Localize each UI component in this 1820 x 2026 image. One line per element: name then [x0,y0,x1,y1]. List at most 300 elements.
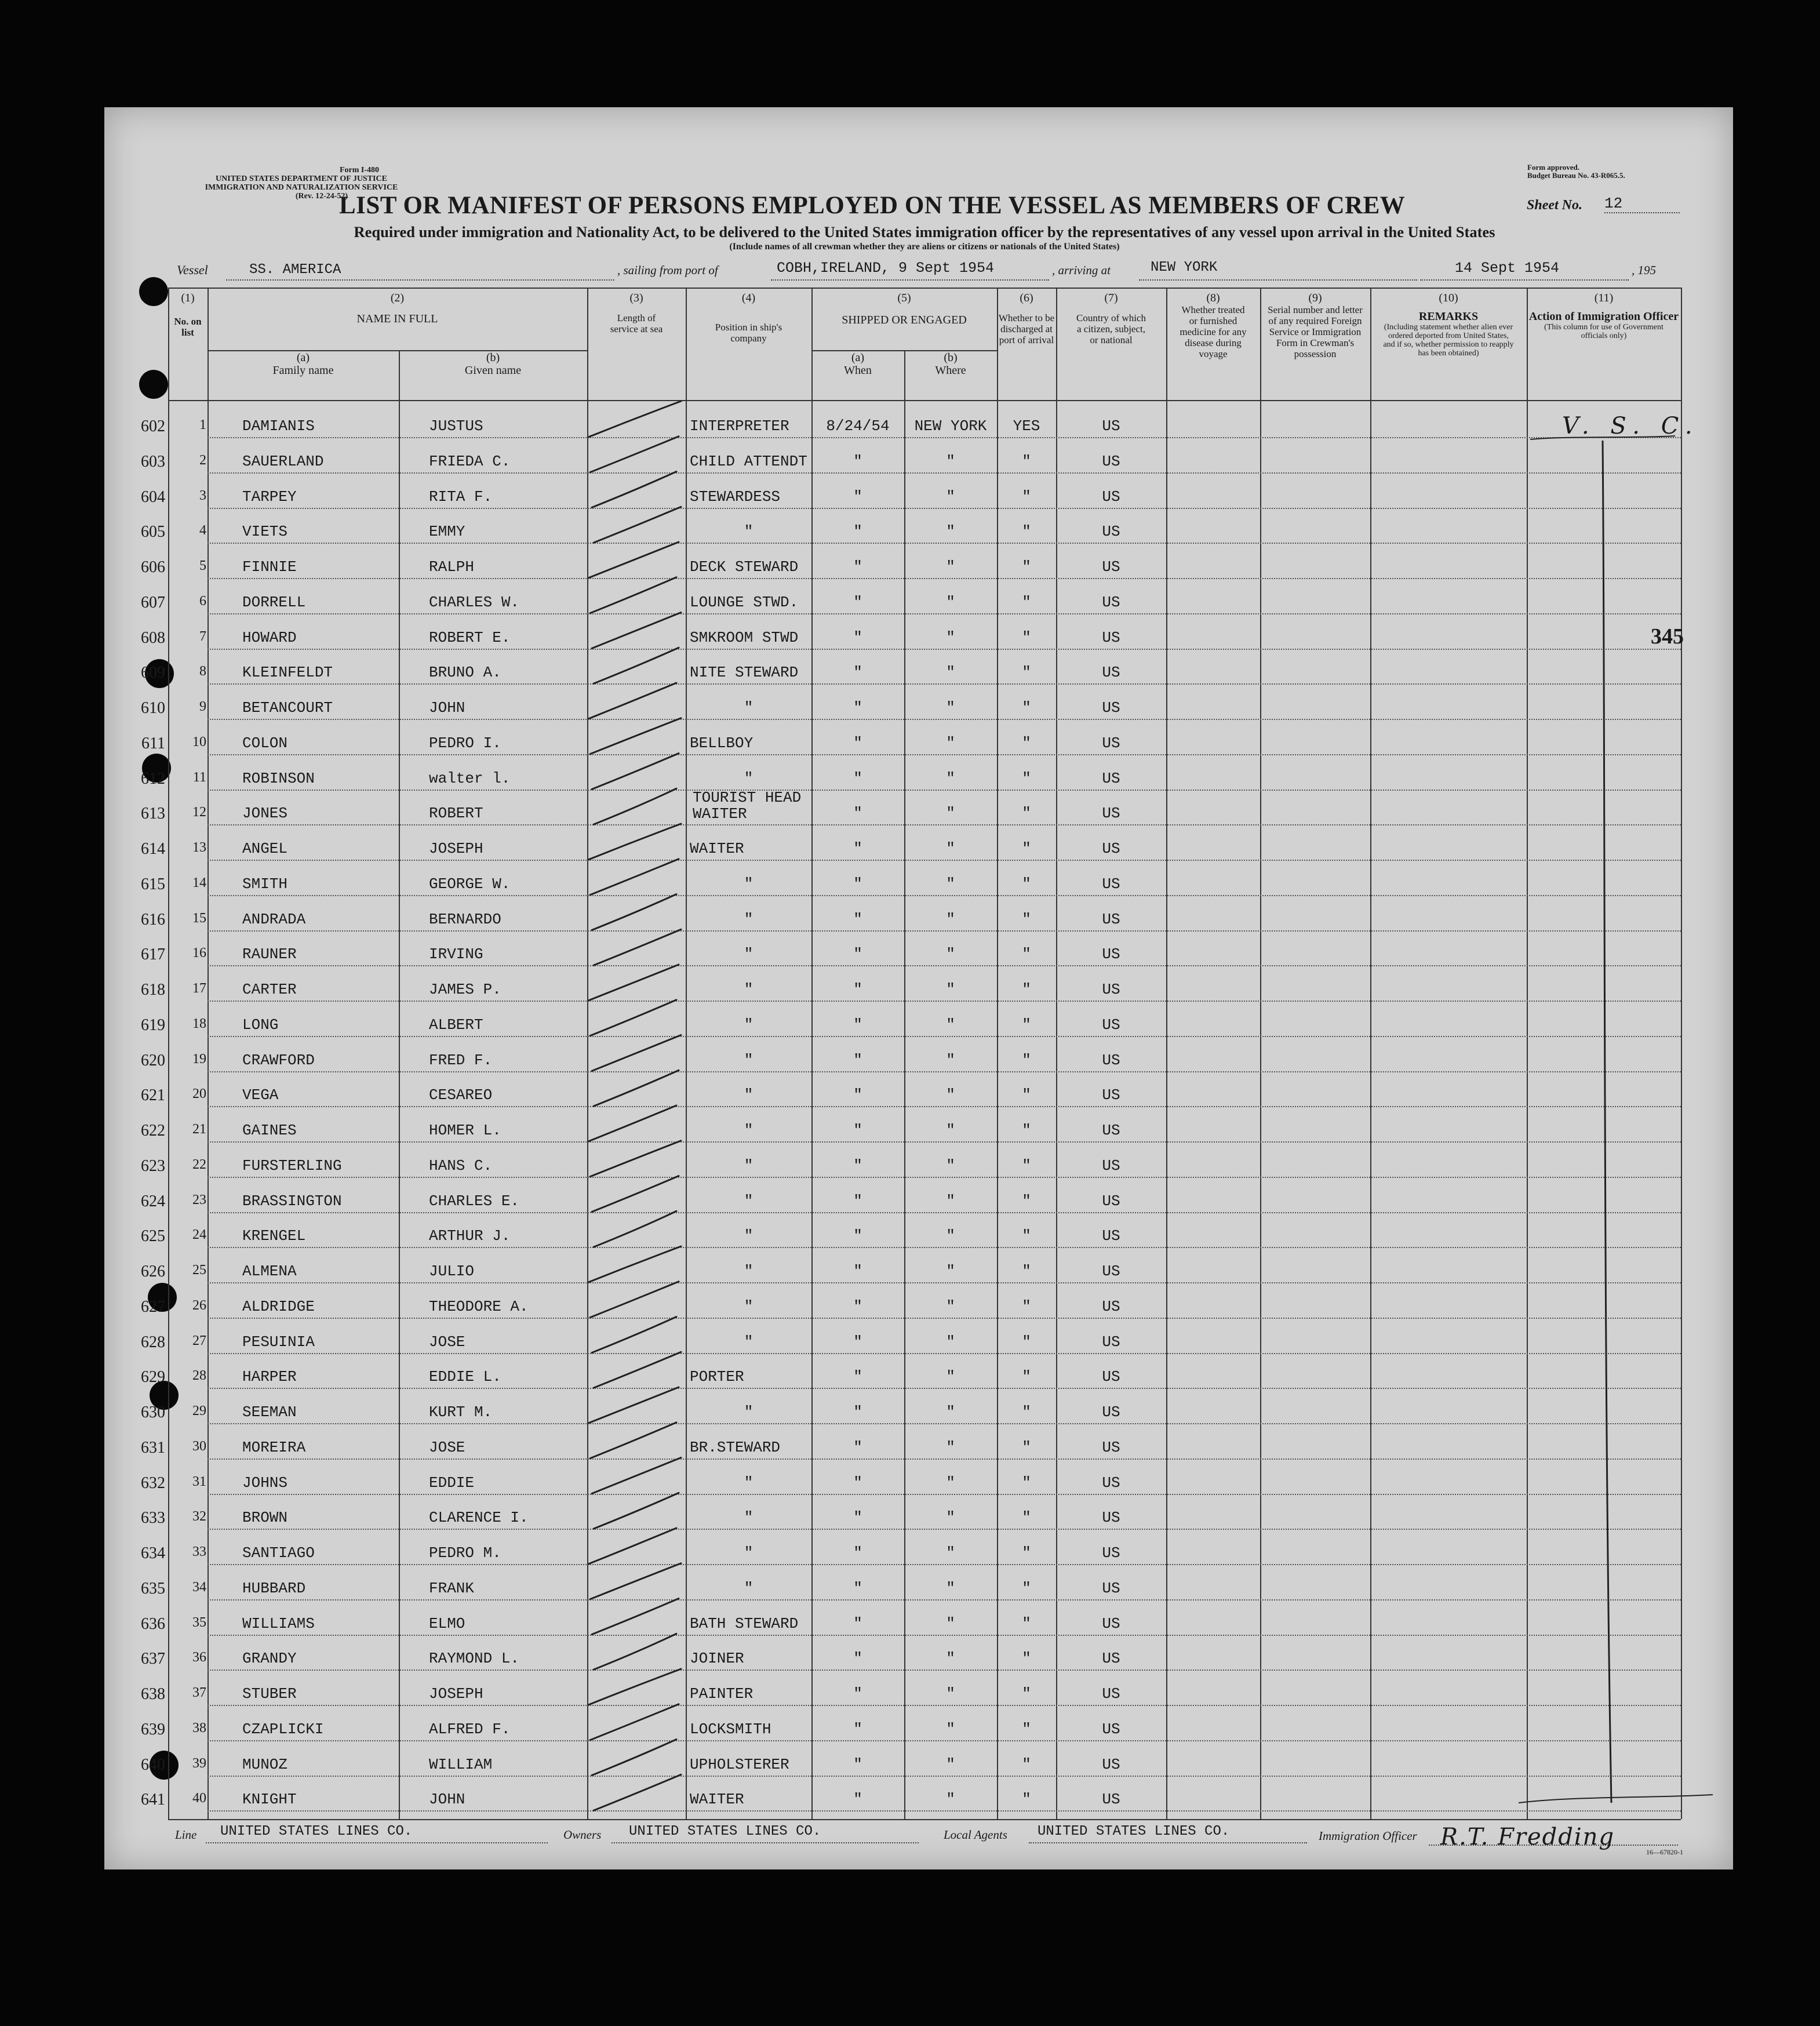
position: " [744,523,754,541]
country: US [1102,417,1120,435]
country: US [1102,523,1120,541]
col3-header: (3) Length of service at sea [610,292,663,334]
shipped-where: " [946,1297,955,1315]
discharged: " [1022,1403,1031,1421]
family-name: HARPER [242,1368,297,1386]
family-name: GRANDY [242,1650,297,1668]
family-name: SAUERLAND [242,452,324,470]
vessel-label: Vessel [177,263,208,277]
country: US [1102,488,1120,505]
country: US [1102,1016,1120,1034]
given-name: GEORGE W. [429,875,511,893]
country: US [1102,734,1120,752]
line-label: Line [175,1828,197,1842]
shipped-when: " [853,523,862,541]
given-name: HOMER L. [429,1122,501,1139]
list-number-handwritten: 635 [141,1579,165,1598]
position: TOURIST HEAD WAITER [693,789,802,823]
given-name: WILLIAM [429,1755,493,1773]
country: US [1102,875,1120,893]
row-number: 39 [192,1755,206,1771]
agents-label: Local Agents [944,1828,1007,1842]
country: US [1102,1086,1120,1104]
given-name: ALBERT [429,1016,483,1034]
service-length-mark [592,1740,676,1776]
row-number: 13 [192,840,206,855]
country: US [1102,1263,1120,1280]
family-name: FINNIE [242,558,297,576]
discharged: " [1022,1614,1031,1632]
col4-header: (4) Position in ship's company [715,292,782,344]
row-number: 26 [192,1297,206,1313]
page-title: LIST OR MANIFEST OF PERSONS EMPLOYED ON THE VESSEL AS MEMBERS OF CREW [339,192,1406,219]
given-name: THEODORE A. [429,1297,529,1315]
service-length-mark [594,1774,681,1810]
row-number: 23 [192,1192,206,1207]
col8-header: (8) Whether treated or furnished medicine for any disease during voyage [1180,292,1247,359]
given-name: EMMY [429,523,465,541]
department-name: UNITED STATES DEPARTMENT OF JUSTICE [216,174,387,183]
shipped-where: " [946,1544,955,1562]
list-number-handwritten: 620 [141,1051,165,1070]
year-label: , 195 [1632,263,1656,277]
list-number-handwritten: 639 [141,1720,165,1738]
col7-header: (7) Country of which a citizen, subject, or national [1076,292,1146,345]
family-name: CARTER [242,981,297,998]
given-name: JOSE [429,1438,465,1456]
family-name: MOREIRA [242,1438,306,1456]
given-name: EDDIE L. [429,1368,501,1386]
discharged: " [1022,593,1031,611]
country: US [1102,1509,1120,1527]
list-number-handwritten: 604 [141,488,165,506]
family-name: ANGEL [242,840,288,857]
shipped-when: " [853,628,862,646]
discharged: " [1022,1579,1031,1597]
shipped-where: " [946,593,955,611]
family-name: DAMIANIS [242,417,315,435]
shipped-where: " [946,1156,955,1174]
row-number: 21 [192,1122,206,1137]
country: US [1102,1297,1120,1315]
shipped-when: " [853,558,862,576]
list-number-handwritten: 614 [141,840,165,858]
shipped-where: " [946,452,955,470]
position: " [744,1016,754,1034]
family-name: VIETS [242,523,288,541]
given-name: JOHN [429,1791,465,1809]
shipped-where: " [946,488,955,505]
sheet-number-value: 12 [1604,195,1623,212]
country: US [1102,981,1120,998]
list-number-handwritten: 615 [141,875,165,893]
service-length-mark [588,401,681,437]
country: US [1102,1192,1120,1210]
shipped-when: " [853,699,862,716]
shipped-when: " [853,593,862,611]
position: " [744,1579,754,1597]
shipped-where: " [946,1650,955,1668]
given-name: JUSTUS [429,417,483,435]
list-number-handwritten: 634 [141,1544,165,1562]
shipped-when: " [853,734,862,752]
position: " [744,945,754,963]
shipped-where: " [946,1614,955,1632]
given-name: JOSE [429,1333,465,1351]
given-name: ROBERT E. [429,628,511,646]
row-number: 4 [199,523,206,539]
family-name: LONG [242,1016,279,1034]
discharged: " [1022,1263,1031,1280]
given-name: HANS C. [429,1156,493,1174]
discharged: " [1022,1685,1031,1703]
row-number: 12 [192,805,206,820]
list-number-handwritten: 613 [141,805,165,823]
position: " [744,1297,754,1315]
position: " [744,875,754,893]
family-name: SMITH [242,875,288,893]
service-length-mark [588,1387,679,1423]
discharged: " [1022,1438,1031,1456]
given-name: RAYMOND L. [429,1650,520,1668]
service-length-mark [594,1070,679,1106]
row-number: 8 [199,664,206,679]
service-length-mark [592,754,679,790]
given-name: ALFRED F. [429,1720,511,1738]
country: US [1102,1579,1120,1597]
arrival-date: 14 Sept 1954 [1455,260,1560,277]
given-name: IRVING [429,945,483,963]
crew-note: (Include names of all crewman whether they are aliens or citizens or nationals of the United States) [729,242,1120,252]
discharged: " [1022,945,1031,963]
owners-label: Owners [563,1828,602,1842]
given-name: RITA F. [429,488,493,505]
sailing-port: COBH,IRELAND, 9 Sept 1954 [777,260,995,277]
list-number-handwritten: 610 [141,699,165,717]
discharged: " [1022,1544,1031,1562]
service-length-mark [592,894,676,930]
country: US [1102,840,1120,857]
given-name: CESAREO [429,1086,493,1104]
row-number: 2 [199,452,206,468]
page-number: 345 [1651,624,1684,649]
list-number-handwritten: 624 [141,1192,165,1210]
shipped-when: " [853,1368,862,1386]
given-name: JAMES P. [429,981,501,998]
line-field [206,1824,548,1843]
discharged: " [1022,628,1031,646]
service-length-mark [594,1493,679,1529]
given-name: FRIEDA C. [429,452,511,470]
position: BATH STEWARD [690,1614,799,1632]
position: DECK STEWARD [690,558,799,576]
position: PORTER [690,1368,744,1386]
family-name: HUBBARD [242,1579,306,1597]
family-name: GAINES [242,1122,297,1139]
list-number-handwritten: 622 [141,1122,165,1140]
shipped-where: " [946,1509,955,1527]
shipped-when: " [853,910,862,928]
budget-bureau: Budget Bureau No. 43-R065.5. [1527,171,1625,180]
list-number-handwritten: 608 [141,628,165,647]
service-length-mark [592,472,676,508]
service-length-mark [588,1669,681,1705]
given-name: BRUNO A. [429,664,501,682]
position: BELLBOY [690,734,754,752]
shipped-where: " [946,1086,955,1104]
list-number-handwritten: 627 [141,1297,165,1316]
country: US [1102,1720,1120,1738]
shipped-when: " [853,945,862,963]
given-name: JULIO [429,1263,475,1280]
country: US [1102,1474,1120,1492]
family-name: STUBER [242,1685,297,1703]
discharged: " [1022,1474,1031,1492]
list-number-handwritten: 629 [141,1368,165,1387]
service-name: IMMIGRATION AND NATURALIZATION SERVICE [205,183,398,192]
shipped-when: " [853,1333,862,1351]
position: JOINER [690,1650,744,1668]
position: " [744,1192,754,1210]
shipped-when: " [853,1650,862,1668]
shipped-when: " [853,452,862,470]
discharged: " [1022,1368,1031,1386]
shipped-where: " [946,1474,955,1492]
service-length-mark [594,1211,676,1247]
agents-value: UNITED STATES LINES CO. [1038,1824,1230,1839]
list-number-handwritten: 623 [141,1156,165,1175]
country: US [1102,593,1120,611]
row-number: 7 [199,628,206,644]
list-number-handwritten: 640 [141,1755,165,1774]
service-length-mark [588,1528,676,1564]
list-number-handwritten: 626 [141,1263,165,1281]
shipped-where: " [946,734,955,752]
list-number-handwritten: 621 [141,1086,165,1105]
row-number: 10 [192,734,206,750]
discharged: " [1022,910,1031,928]
service-length-mark [592,1599,679,1635]
discharged: " [1022,1122,1031,1139]
shipped-when: " [853,1614,862,1632]
shipped-where: " [946,1579,955,1597]
sailing-label: , sailing from port of [617,263,718,277]
family-name: KLEINFELDT [242,664,333,682]
service-length-mark [594,1634,676,1669]
col2-header: (2) NAME IN FULL [356,292,438,325]
discharged: " [1022,1156,1031,1174]
list-number-handwritten: 612 [141,769,165,788]
arriving-port: NEW YORK [1151,260,1218,275]
discharged: " [1022,805,1031,823]
position: LOUNGE STWD. [690,593,799,611]
shipped-when: " [853,981,862,998]
family-name: HOWARD [242,628,297,646]
service-length-mark [590,1282,679,1318]
family-name: ALDRIDGE [242,1297,315,1315]
shipped-when: " [853,488,862,505]
discharged: " [1022,1720,1031,1738]
given-name: RALPH [429,558,475,576]
shipped-where: " [946,1403,955,1421]
col5a-header: (a) When [844,351,872,377]
list-number-handwritten: 641 [141,1791,165,1809]
shipped-when: " [853,1051,862,1069]
given-name: KURT M. [429,1403,493,1421]
country: US [1102,1650,1120,1668]
row-number: 11 [192,769,206,785]
position: UPHOLSTERER [690,1755,789,1773]
footer-code: 16—67820-1 [1646,1848,1683,1856]
position: " [744,1509,754,1527]
given-name: ROBERT [429,805,483,823]
shipped-when: " [853,1509,862,1527]
country: US [1102,1051,1120,1069]
service-length-mark [590,1423,676,1458]
action-vertical-line [1603,441,1611,1803]
shipped-where: " [946,1368,955,1386]
shipped-when: " [853,1474,862,1492]
position: " [744,981,754,998]
discharged: " [1022,699,1031,716]
service-length-mark [592,1317,676,1353]
country: US [1102,1368,1120,1386]
list-number-handwritten: 603 [141,452,165,471]
shipped-where: " [946,1720,955,1738]
list-number-handwritten: 618 [141,981,165,999]
shipped-when: " [853,1192,862,1210]
shipped-when: " [853,1579,862,1597]
discharged: " [1022,558,1031,576]
position: " [744,1122,754,1139]
row-number: 24 [192,1227,206,1243]
given-name: CHARLES W. [429,593,520,611]
row-number: 14 [192,875,206,890]
position: " [744,1156,754,1174]
given-name: JOSEPH [429,840,483,857]
row-number: 16 [192,945,206,961]
row-number: 36 [192,1650,206,1665]
country: US [1102,452,1120,470]
col2a-header: (a) Family name [272,351,334,377]
position: " [744,699,754,716]
position: " [744,1051,754,1069]
discharged: " [1022,840,1031,857]
list-number-handwritten: 628 [141,1333,165,1351]
given-name: JOHN [429,699,465,716]
discharged: " [1022,734,1031,752]
position: STEWARDESS [690,488,781,505]
service-length-mark [590,1141,681,1177]
service-length-mark [588,824,681,860]
row-number: 1 [199,417,206,432]
list-number-handwritten: 617 [141,945,165,964]
service-length-mark [592,1458,681,1494]
list-number-handwritten: 633 [141,1509,165,1527]
position: NITE STEWARD [690,664,799,682]
given-name: ELMO [429,1614,465,1632]
position: " [744,1403,754,1421]
row-number: 38 [192,1720,206,1736]
col11-header: (11) Action of Immigration Officer (This column for use of Government officials only) [1528,292,1679,340]
shipped-when: " [853,805,862,823]
list-number-handwritten: 632 [141,1474,165,1492]
position: " [744,1333,754,1351]
family-name: ALMENA [242,1263,297,1280]
given-name: EDDIE [429,1474,475,1492]
row-number: 34 [192,1579,206,1595]
shipped-where: " [946,523,955,541]
arriving-label: , arriving at [1052,263,1111,277]
discharged: " [1022,664,1031,682]
family-name: BRASSINGTON [242,1192,342,1210]
shipped-where: " [946,1333,955,1351]
country: US [1102,1685,1120,1703]
shipped-where: " [946,805,955,823]
officer-signature-flourish [1519,1795,1713,1803]
family-name: KRENGEL [242,1227,306,1245]
row-number: 9 [199,699,206,714]
given-name: walter l. [429,769,511,787]
family-name: JOHNS [242,1474,288,1492]
discharged: " [1022,1016,1031,1034]
shipped-when: " [853,1156,862,1174]
family-name: CZAPLICKI [242,1720,324,1738]
position: " [744,1544,754,1562]
family-name: WILLIAMS [242,1614,315,1632]
family-name: VEGA [242,1086,279,1104]
discharged: " [1022,981,1031,998]
country: US [1102,1791,1120,1809]
shipped-where: " [946,664,955,682]
row-number: 18 [192,1016,206,1031]
shipped-where: " [946,1122,955,1139]
family-name: BROWN [242,1509,288,1527]
shipped-when: " [853,1720,862,1738]
shipped-where: " [946,1791,955,1809]
row-number: 31 [192,1474,206,1489]
list-number-handwritten: 631 [141,1438,165,1457]
agents-field [1029,1824,1307,1843]
given-name: CHARLES E. [429,1192,520,1210]
service-length-mark [588,1105,676,1141]
country: US [1102,1403,1120,1421]
country: US [1102,910,1120,928]
shipped-when: " [853,1122,862,1139]
family-name: DORRELL [242,593,306,611]
given-name: FRED F. [429,1051,493,1069]
shipped-where: " [946,1438,955,1456]
given-name: PEDRO M. [429,1544,501,1562]
shipped-when: " [853,1263,862,1280]
row-number: 22 [192,1156,206,1172]
shipped-when: " [853,1227,862,1245]
list-number-handwritten: 616 [141,910,165,929]
family-name: JONES [242,805,288,823]
service-length-mark [590,1563,681,1599]
shipped-where: " [946,945,955,963]
service-length-mark [592,1176,679,1212]
shipped-where: " [946,981,955,998]
row-number: 37 [192,1685,206,1700]
shipped-when: " [853,1016,862,1034]
shipped-when: " [853,1438,862,1456]
officer-field [1429,1824,1678,1850]
row-number: 30 [192,1438,206,1454]
shipped-when: " [853,1297,862,1315]
discharged: " [1022,1791,1031,1809]
row-number: 29 [192,1403,206,1418]
